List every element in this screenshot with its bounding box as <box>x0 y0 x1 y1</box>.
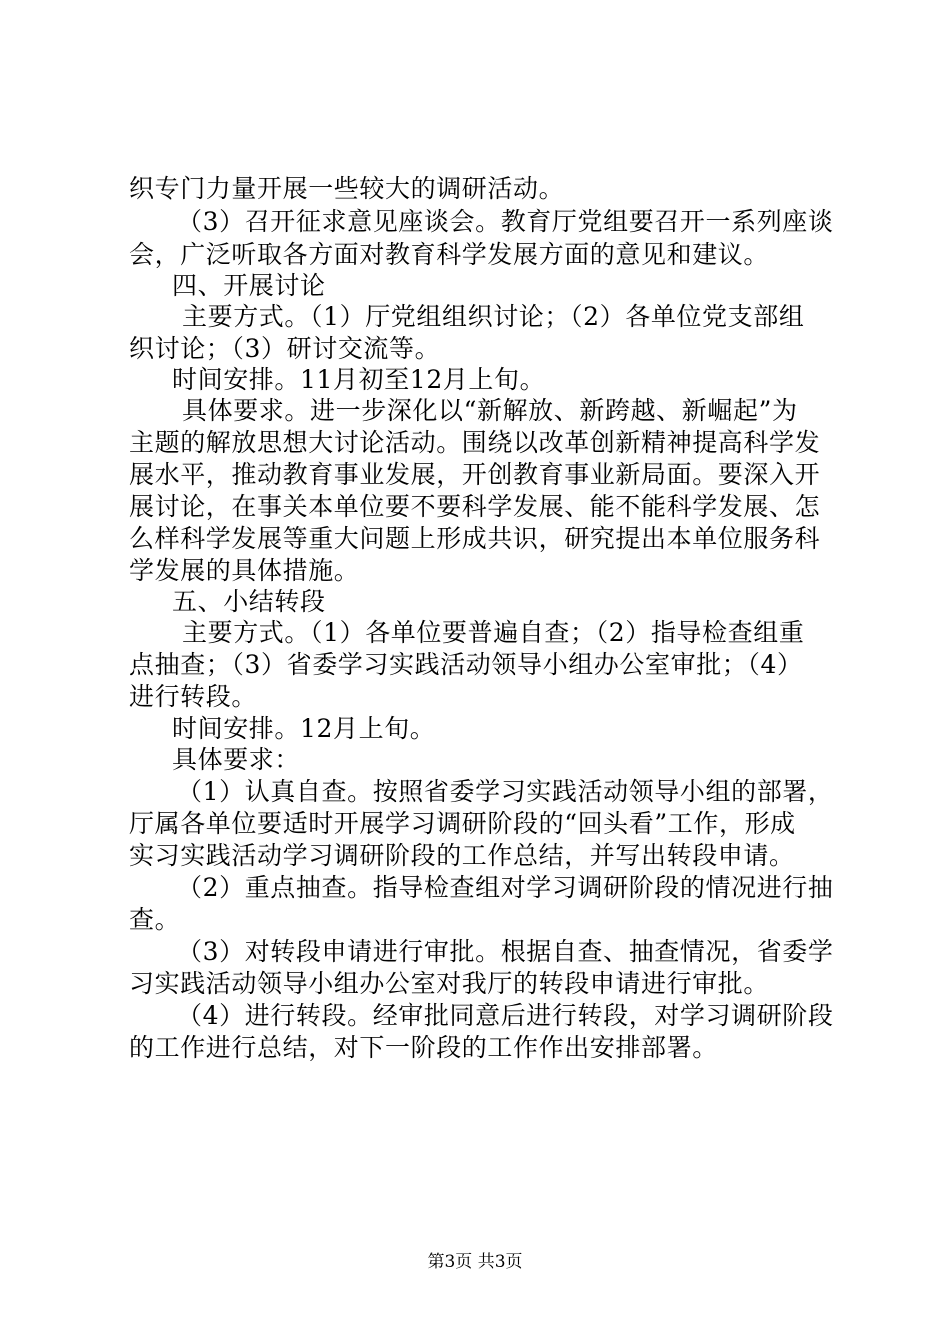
page-footer: 第3页 共3页 <box>427 1252 523 1272</box>
body-line: 查。 <box>129 905 181 934</box>
section-heading: 五、小结转段 <box>172 587 326 616</box>
body-line: 进行转段。 <box>129 682 258 711</box>
body-line: （4）进行转段。经审批同意后进行转段，对学习调研阶段 <box>177 1001 834 1030</box>
body-line: 时间安排。12月上旬。 <box>172 714 436 743</box>
body-line: 习实践活动领导小组办公室对我厅的转段申请进行审批。 <box>129 969 770 998</box>
body-line: 的工作进行总结，对下一阶段的工作作出安排部署。 <box>129 1033 718 1062</box>
body-line: 学发展的具体措施。 <box>129 556 360 585</box>
body-line: （1）认真自查。按照省委学习实践活动领导小组的部署， <box>177 777 834 806</box>
body-line: 主要方式。（1）各单位要普遍自查；（2）指导检查组重 <box>182 618 805 647</box>
body-line: 展讨论，在事关本单位要不要科学发展、能不能科学发展、怎 <box>129 492 821 521</box>
body-line: 主题的解放思想大讨论活动。围绕以改革创新精神提高科学发 <box>129 428 821 457</box>
body-line: （2）重点抽查。指导检查组对学习调研阶段的情况进行抽 <box>177 873 834 902</box>
body-line: 具体要求： <box>172 745 301 774</box>
body-line: （3）召开征求意见座谈会。教育厅党组要召开一系列座谈 <box>177 207 834 236</box>
body-line: 主要方式。（1）厅党组组织讨论；（2）各单位党支部组 <box>182 302 805 331</box>
body-line: 时间安排。11月初至12月上旬。 <box>172 365 546 394</box>
body-line: 点抽查；（3）省委学习实践活动领导小组办公室审批；（4） <box>129 650 803 679</box>
body-line: 实习实践活动学习调研阶段的工作总结，并写出转段申请。 <box>129 841 795 870</box>
body-line: 展水平，推动教育事业发展，开创教育事业新局面。要深入开 <box>129 460 821 489</box>
body-line: 么样科学发展等重大问题上形成共识，研究提出本单位服务科 <box>129 524 821 553</box>
body-line: 厅属各单位要适时开展学习调研阶段的“回头看”工作，形成 <box>129 809 796 838</box>
body-line: 织讨论；（3）研讨交流等。 <box>129 334 441 363</box>
body-line: （3）对转段申请进行审批。根据自查、抽查情况，省委学 <box>177 937 834 966</box>
body-line: 织专门力量开展一些较大的调研活动。 <box>129 174 565 203</box>
body-line: 会，广泛听取各方面对教育科学发展方面的意见和建议。 <box>129 240 770 269</box>
section-heading: 四、开展讨论 <box>172 271 326 300</box>
body-line: 具体要求。进一步深化以“新解放、新跨越、新崛起”为 <box>182 396 798 425</box>
